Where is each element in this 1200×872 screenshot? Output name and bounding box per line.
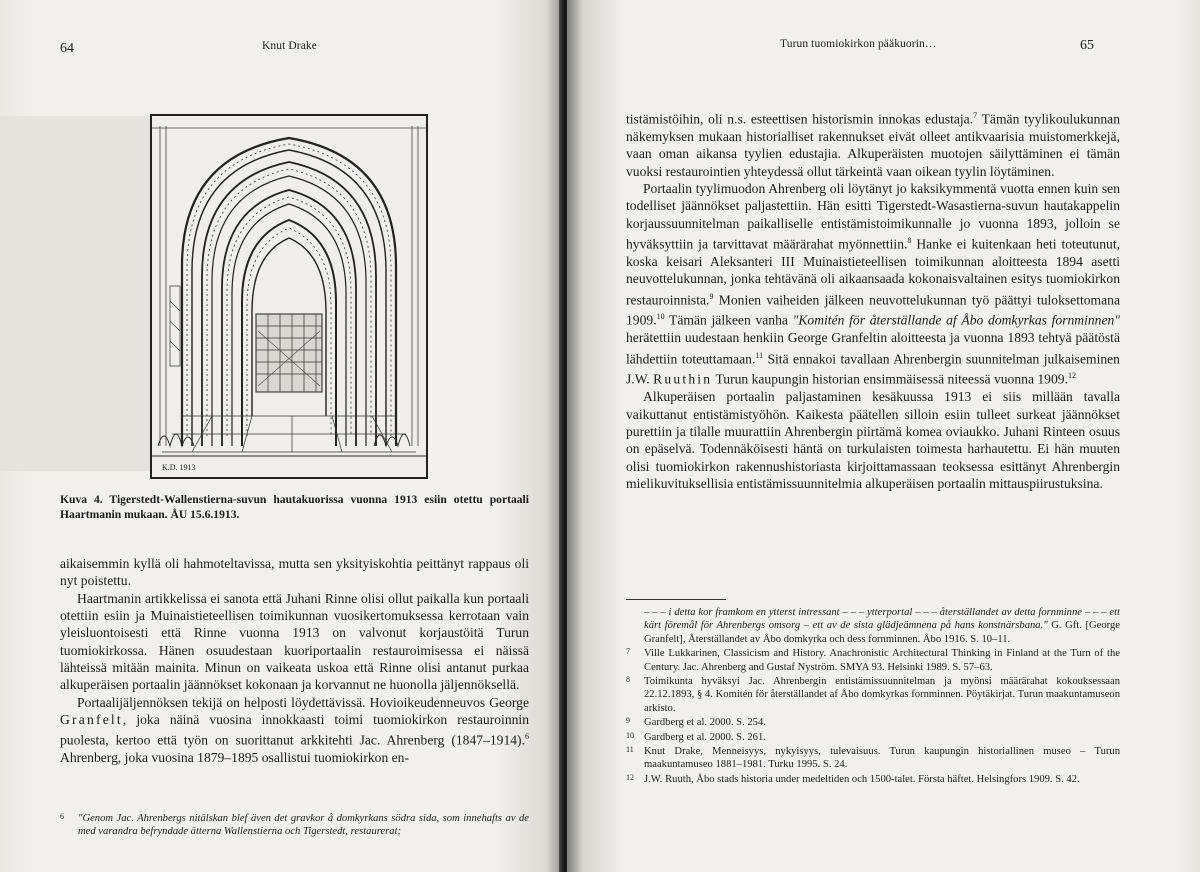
author-name-granfelt: Granfelt bbox=[60, 712, 123, 728]
portal-drawing bbox=[152, 116, 426, 477]
page-number-right: 65 bbox=[1080, 38, 1094, 53]
left-body-text bbox=[60, 555, 529, 767]
figure-caption: Kuva 4. Tigerstedt-Wallenstierna-suvun hautakuorissa vuonna 1913 esiin otettu portaali Haartmanin mukaan. ÅU 15.6.1913. bbox=[60, 493, 529, 521]
running-head-left: Knut Drake bbox=[262, 40, 317, 52]
right-paragraph-3: Alkuperäisen portaalin paljastaminen kesäkuussa 1913 ei siis millään tavalla vaikuttanut entistämistyöhön. Kaikesta päätellen silloin esiin tulleet surkeat jäännökset purettiin ja tilalle muurattiin Ahrenbergin piirtämä komea oviaukko. Juhani Rinteen osuus on epäselvä. Todennäköisesti häntä on turkulaisten toimesta harhautettu. Ei hän muuten olisi tuomiokirkon rakennushistoriasta kirjoittamassaan teoksessa esittänyt Ahrenbergin mielikuvituksellisia entistämissuunnitelmia alkuperäisen portaalin mittauspiirustuksina. bbox=[626, 389, 1120, 492]
footnote-8: 8 Toimikunta hyväksyi Jac. Ahrenbergin entistämissuunnitelman ja myönsi määrärahat kokouksessaan 22.12.1893, § 4. Komitén för återställandet af Åbo domkyrkas fornminnen. Pöytäkirjat. Turun maakuntamuseon arkisto. bbox=[626, 675, 1120, 714]
committee-name: "Komitén för återställande af Åbo domkyrkas fornminnen" bbox=[792, 312, 1121, 328]
footnote-12: 12 J.W. Ruuth, Åbo stads historia under medeltiden och 1500-talet. Första häftet. Helsingfors 1909. S. 42. bbox=[626, 772, 1080, 785]
left-paragraph-2: Haartmanin artikkelissa ei sanota että Juhani Rinne olisi ollut paikalla kun portaali otettiin esiin ja Muinaistieteellisen toimikunnan vuosikertomuksessa kerrotaan vain yleisluontoisesti että Rinne vuonna 1913 on valvonut korjaustöitä Turun tuomiokirkossa. Hänen osuudestaan kuoriportaalin restauroimisessa ei näissä lähteissä mitään mainita. Minun on vaikeata uskoa että Rinne olisi antanut purkaa alkuperäisen portaalin jäännökset kokonaan ja korvannut ne huonolla jäljennöksellä. bbox=[60, 590, 529, 693]
left-page bbox=[0, 0, 563, 872]
figure-bleed bbox=[0, 116, 150, 471]
footnote-ref-6: 6 bbox=[525, 732, 529, 742]
footnote-10: 10 Gardberg et al. 2000. S. 261. bbox=[626, 730, 766, 743]
right-footnotes bbox=[626, 606, 1120, 787]
footnote-9: 9 Gardberg et al. 2000. S. 254. bbox=[626, 716, 766, 729]
footnote-11: 11 Knut Drake, Menneisyys, nykyisyys, tulevaisuus. Turun kaupungin historiallinen museo – Turun maakuntamuseo 1881–1981. Turku 1995. S. 24. bbox=[626, 745, 1120, 771]
running-head-right: Turun tuomiokirkon pääkuorin… bbox=[780, 38, 937, 50]
right-paragraph-1: tistämistöihin, oli n.s. esteettisen historismin innokas edustaja.$^7$ Tämän tyylikoulukunnan näkemyksen mukaan historialliset rakennukset eivät olleet antikvaarisia muistomerkkejä, vaan oman aikansa tyylien edustajia. Alkuperäisten muotojen säilyttäminen ei tämän vuoksi restaurointien yhteydessä ollut tärkeintä vaan oikean tyylin löytäminen. bbox=[626, 111, 1121, 179]
right-page bbox=[567, 0, 1200, 872]
page-number-left: 64 bbox=[60, 41, 74, 56]
left-paragraph-3: Portaalijäljennöksen tekijä on helposti löydettävissä. Hovioikeudenneuvos George Granfelt, joka näinä vuosina innokkaasti toimi tuomiokirkon restauroinnin puolesta, kertoo että työn on suorittanut arkkitehti Jac. Ahrenberg (1847–1914).$^6$ Ahrenberg, joka vuosina 1879–1895 osallistui tuomiokirkon en- bbox=[60, 694, 529, 766]
author-name-ruuth: Ruuthin bbox=[653, 372, 713, 387]
left-footnote bbox=[60, 812, 529, 840]
footnote-marker: 6 bbox=[60, 812, 64, 821]
footnote-text: "Genom Jac. Ahrenbergs nitälskan blef även det gravkor å domkyrkans södra sida, som innehafts av de med varandra befryndade ätterna Wallenstierna och Tigerstedt, restaurerat; bbox=[78, 813, 529, 838]
footnote-6-cont: – – – i detta kor framkom en ytterst intressant – – – ytterportal – – – återställandet av detta fornminne – – – ett kärt föremål för Ahrenbergs omsorg – ett av de sista glädjeämnena på hans konstnärsbana." G. Gft. [George Granfelt], Återställandet av Åbo domkyrka och dess fornminnen. Åbo 1916. S. 10–11. bbox=[644, 607, 1120, 645]
left-paragraph-1: aikaisemmin kyllä oli hahmoteltavissa, mutta sen yksityiskohtia peittänyt rappaus oli nyt poistettu. bbox=[60, 556, 529, 589]
footnote-7: 7 Ville Lukkarinen, Classicism and History. Anachronistic Architectural Thinking in Finland at the Turn of the Century. Jac. Ahrenberg and Gustaf Nyström. SMYA 93. Helsinki 1989. S. 57–63. bbox=[626, 647, 1120, 673]
figure-illustration bbox=[150, 114, 428, 479]
right-body-text bbox=[626, 107, 1120, 492]
footnote-rule bbox=[626, 599, 726, 600]
figure-signature: K.D. 1913 bbox=[162, 463, 196, 472]
right-paragraph-2: Portaalin tyylimuodon Ahrenberg oli löytänyt jo kaksikymmentä vuotta ennen kuin sen todelliset jäännökset paljastettiin. Hän esitti Tigerstedt-Wasastierna-suvun hautakappelin korjaussuunnitelman paikalliselle entistämistoimikunnalle jo vuonna 1893, jolloin se hyväksyttiin ja tarvittavat määrärahat myönnettiin.$^8$ Hanke ei kuitenkaan heti toteutunut, koska keisari Aleksanteri III Muinaistieteellisen toimikunnan aloitteesta 1894 asetti neuvottelukunnan, jonka tehtävänä oli aikaansaada kokonaisvaltainen esitys tuomiokirkon restauroinnista.$^9$ Monien vaiheiden jälkeen neuvottelukunnan työ päättyi tuloksettomana 1909.10 Tämän jälkeen vanha "Komitén för återställande af Åbo domkyrkas fornminnen" herätettiin uudestaan henkiin George Granfeltin aloitteesta ja vuonna 1893 tehtyä päätöstä lähdettiin toteuttamaan.$^{11}$ Sitä ennakoi tavallaan Ahrenbergin suunnitelman julkaiseminen J.W. Ruuthin Turun kaupungin historian ensimmäisessä niteessä vuonna 1909.12 bbox=[626, 180, 1121, 387]
